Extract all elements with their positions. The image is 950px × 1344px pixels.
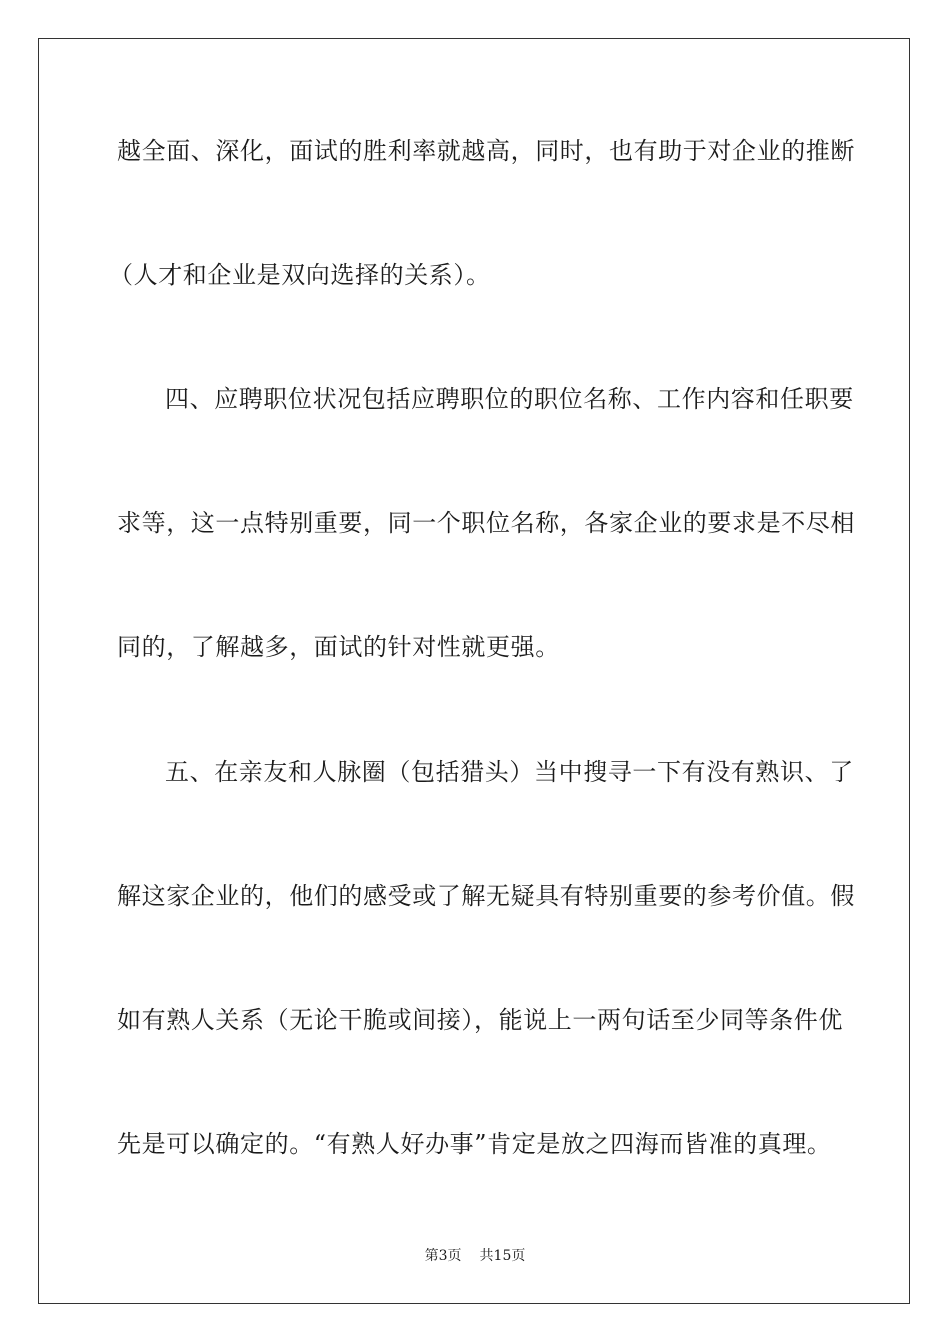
text-line: 解这家企业的，他们的感受或了解无疑具有特别重要的参考价值。假 [117, 882, 855, 910]
paragraph-start-line: 五、在亲友和人脉圈（包括猎头）当中搜寻一下有没有熟识、了 [165, 758, 854, 786]
paragraph-start-line: 四、应聘职位状况包括应聘职位的职位名称、工作内容和任职要 [165, 385, 854, 413]
page-footer [0, 1247, 950, 1265]
page-total: 共15页 [479, 1248, 526, 1264]
page-border [38, 38, 910, 1304]
page-number: 第3页 [424, 1248, 462, 1264]
text-line: 先是可以确定的。“有熟人好办事”肯定是放之四海而皆准的真理。 [117, 1130, 832, 1158]
text-line: 越全面、深化，面试的胜利率就越高，同时，也有助于对企业的推断 [117, 137, 855, 165]
text-line: 求等，这一点特别重要，同一个职位名称，各家企业的要求是不尽相 [117, 509, 855, 537]
text-line: 如有熟人关系（无论干脆或间接），能说上一两句话至少同等条件优 [117, 1006, 843, 1034]
text-line: （人才和企业是双向选择的关系）。 [109, 261, 491, 289]
text-line: 同的，了解越多，面试的针对性就更强。 [117, 633, 560, 661]
